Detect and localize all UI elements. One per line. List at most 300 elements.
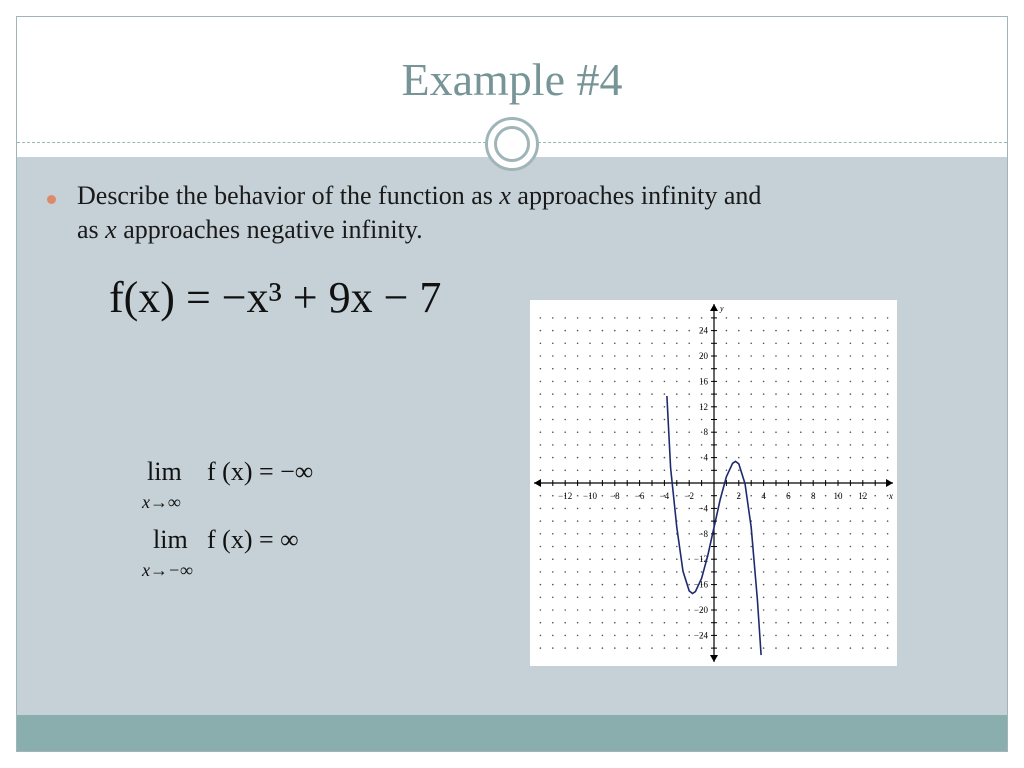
y-tick-label: −4 [698, 503, 708, 514]
grid-dot [639, 571, 641, 573]
grid-dot [887, 457, 889, 459]
grid-dot [564, 470, 566, 472]
grid-dot [750, 393, 752, 395]
grid-dot [589, 381, 591, 383]
grid-dot [676, 457, 678, 459]
grid-dot [664, 381, 666, 383]
grid-dot [676, 546, 678, 548]
grid-dot [688, 431, 690, 433]
grid-dot [800, 317, 802, 319]
grid-dot [726, 533, 728, 535]
grid-dot [626, 470, 628, 472]
grid-dot [887, 546, 889, 548]
grid-dot [602, 457, 604, 459]
grid-dot [602, 381, 604, 383]
bullet-text-part2: approaches infinity and as [77, 181, 762, 244]
grid-dot [750, 419, 752, 421]
grid-dot [788, 393, 790, 395]
grid-dot [564, 571, 566, 573]
grid-dot [726, 393, 728, 395]
grid-dot [800, 508, 802, 510]
grid-dot [812, 597, 814, 599]
grid-dot [825, 520, 827, 522]
grid-dot [862, 393, 864, 395]
grid-dot [738, 317, 740, 319]
grid-dot [825, 597, 827, 599]
grid-dot [874, 470, 876, 472]
x-tick-label: 12 [858, 491, 868, 501]
grid-dot [614, 381, 616, 383]
grid-dot [750, 558, 752, 560]
bullet-text-part3: approaches negative infinity. [116, 215, 423, 244]
grid-dot [800, 470, 802, 472]
grid-dot [862, 317, 864, 319]
grid-dot [887, 330, 889, 332]
grid-dot [750, 431, 752, 433]
grid-dot [676, 368, 678, 370]
x-tick-label: −10 [582, 491, 598, 501]
grid-dot [775, 330, 777, 332]
grid-dot [800, 609, 802, 611]
grid-dot [614, 355, 616, 357]
x-tick-label: −2 [684, 491, 694, 501]
grid-dot [552, 622, 554, 624]
grid-dot [800, 597, 802, 599]
grid-dot [639, 381, 641, 383]
grid-dot [738, 584, 740, 586]
grid-dot [788, 355, 790, 357]
grid-dot [602, 546, 604, 548]
grid-dot [651, 431, 653, 433]
grid-dot [887, 584, 889, 586]
grid-dot [552, 343, 554, 345]
grid-dot [626, 597, 628, 599]
grid-dot [651, 317, 653, 319]
grid-dot [738, 393, 740, 395]
grid-dot [639, 622, 641, 624]
grid-dot [602, 444, 604, 446]
grid-dot [651, 457, 653, 459]
grid-dot [837, 571, 839, 573]
grid-dot [837, 406, 839, 408]
grid-dot [825, 470, 827, 472]
grid-dot [750, 368, 752, 370]
grid-dot [626, 431, 628, 433]
grid-dot [738, 520, 740, 522]
grid-dot [602, 495, 604, 497]
grid-dot [850, 571, 852, 573]
y-tick-label: −20 [693, 605, 708, 615]
grid-dot [651, 495, 653, 497]
grid-dot [825, 495, 827, 497]
grid-dot [850, 355, 852, 357]
grid-dot [626, 609, 628, 611]
grid-dot [862, 419, 864, 421]
grid-dot [564, 609, 566, 611]
grid-dot [676, 597, 678, 599]
grid-dot [552, 470, 554, 472]
grid-dot [800, 457, 802, 459]
grid-dot [639, 330, 641, 332]
grid-dot [577, 635, 579, 637]
grid-dot [540, 470, 542, 472]
grid-dot [701, 317, 703, 319]
grid-dot [887, 317, 889, 319]
grid-dot [837, 343, 839, 345]
grid-dot [887, 571, 889, 573]
grid-dot [763, 533, 765, 535]
grid-dot [726, 368, 728, 370]
grid-dot [651, 381, 653, 383]
grid-dot [552, 584, 554, 586]
grid-dot [775, 622, 777, 624]
grid-dot [602, 647, 604, 649]
grid-dot [750, 317, 752, 319]
grid-dot [602, 597, 604, 599]
grid-dot [564, 368, 566, 370]
grid-dot [676, 355, 678, 357]
grid-dot [775, 419, 777, 421]
grid-dot [862, 381, 864, 383]
grid-dot [738, 457, 740, 459]
grid-dot [800, 647, 802, 649]
grid-dot [589, 520, 591, 522]
grid-dot [800, 635, 802, 637]
ring-ornament-icon [485, 117, 539, 171]
grid-dot [775, 558, 777, 560]
grid-dot [825, 406, 827, 408]
grid-dot [775, 533, 777, 535]
grid-dot [614, 647, 616, 649]
grid-dot [639, 508, 641, 510]
grid-dot [564, 635, 566, 637]
grid-dot [763, 520, 765, 522]
grid-dot [701, 520, 703, 522]
grid-dot [763, 368, 765, 370]
grid-dot [688, 558, 690, 560]
grid-dot [763, 406, 765, 408]
grid-dot [862, 622, 864, 624]
grid-dot [564, 558, 566, 560]
grid-dot [540, 495, 542, 497]
y-tick-label: 16 [699, 376, 708, 387]
grid-dot [887, 431, 889, 433]
grid-dot [887, 343, 889, 345]
grid-dot [738, 431, 740, 433]
grid-dot [688, 571, 690, 573]
grid-dot [850, 431, 852, 433]
grid-dot [800, 406, 802, 408]
grid-dot [602, 533, 604, 535]
grid-dot [701, 368, 703, 370]
grid-dot [775, 381, 777, 383]
grid-dot [738, 330, 740, 332]
grid-dot [626, 406, 628, 408]
grid-dot [750, 330, 752, 332]
grid-dot [726, 457, 728, 459]
grid-dot [887, 393, 889, 395]
grid-dot [664, 470, 666, 472]
grid-dot [775, 647, 777, 649]
slide-title: Example #4 [401, 54, 623, 105]
grid-dot [750, 571, 752, 573]
grid-dot [540, 647, 542, 649]
grid-dot [664, 444, 666, 446]
grid-dot [726, 355, 728, 357]
grid-dot [825, 419, 827, 421]
grid-dot [602, 609, 604, 611]
grid-dot [651, 647, 653, 649]
grid-dot [837, 508, 839, 510]
grid-dot [763, 317, 765, 319]
grid-dot [788, 343, 790, 345]
y-tick-label: 24 [699, 325, 708, 336]
grid-dot [775, 457, 777, 459]
grid-dot [639, 419, 641, 421]
grid-dot [750, 597, 752, 599]
y-tick-label: 8 [703, 427, 708, 438]
grid-dot [788, 381, 790, 383]
function-equation: f(x) = −x³ + 9x − 7 [109, 273, 442, 322]
grid-dot [862, 470, 864, 472]
grid-dot [837, 355, 839, 357]
grid-dot [577, 533, 579, 535]
grid-dot [800, 495, 802, 497]
grid-dot [626, 317, 628, 319]
grid-dot [701, 546, 703, 548]
grid-dot [688, 584, 690, 586]
grid-dot [540, 546, 542, 548]
grid-dot [664, 571, 666, 573]
grid-dot [850, 647, 852, 649]
grid-dot [540, 597, 542, 599]
grid-dot [825, 609, 827, 611]
grid-dot [750, 508, 752, 510]
grid-dot [577, 546, 579, 548]
limit-1-expression: f (x) = −∞ [207, 457, 314, 486]
grid-dot [639, 444, 641, 446]
x-axis-arrow-left-icon [534, 479, 541, 487]
grid-dot [589, 558, 591, 560]
grid-dot [552, 330, 554, 332]
grid-dot [577, 444, 579, 446]
grid-dot [862, 368, 864, 370]
grid-dot [825, 457, 827, 459]
grid-dot [688, 457, 690, 459]
grid-dot [577, 470, 579, 472]
grid-dot [750, 381, 752, 383]
grid-dot [812, 355, 814, 357]
grid-dot [850, 381, 852, 383]
grid-dot [788, 533, 790, 535]
grid-dot [788, 571, 790, 573]
grid-dot [750, 444, 752, 446]
grid-dot [750, 355, 752, 357]
grid-dot [577, 584, 579, 586]
slide-footer [17, 715, 1007, 751]
grid-dot [701, 495, 703, 497]
grid-dot [825, 368, 827, 370]
grid-dot [812, 343, 814, 345]
grid-dot [701, 444, 703, 446]
grid-dot [788, 368, 790, 370]
grid-dot [738, 355, 740, 357]
grid-dot [552, 406, 554, 408]
grid-dot [763, 622, 765, 624]
grid-dot [775, 495, 777, 497]
grid-dot [812, 520, 814, 522]
grid-dot [837, 584, 839, 586]
grid-dot [639, 546, 641, 548]
grid-dot [726, 558, 728, 560]
grid-dot [726, 317, 728, 319]
grid-dot [552, 444, 554, 446]
grid-dot [540, 368, 542, 370]
y-tick-label: −12 [693, 554, 708, 565]
grid-dot [874, 597, 876, 599]
grid-dot [874, 495, 876, 497]
grid-dot [800, 368, 802, 370]
grid-dot [775, 393, 777, 395]
grid-dot [626, 419, 628, 421]
grid-dot [874, 533, 876, 535]
grid-dot [788, 546, 790, 548]
y-tick-label: −16 [693, 579, 708, 590]
grid-dot [887, 622, 889, 624]
grid-dot [577, 609, 579, 611]
grid-dot [812, 419, 814, 421]
bullet-text [77, 179, 777, 247]
grid-dot [626, 330, 628, 332]
grid-dot [626, 558, 628, 560]
grid-dot [564, 457, 566, 459]
grid-dot [788, 431, 790, 433]
grid-dot [602, 571, 604, 573]
grid-dot [664, 330, 666, 332]
grid-dot [763, 508, 765, 510]
bullet-var1: x [499, 181, 511, 210]
grid-dot [812, 393, 814, 395]
grid-dot [651, 470, 653, 472]
grid-dot [837, 431, 839, 433]
grid-dot [800, 343, 802, 345]
grid-dot [837, 368, 839, 370]
grid-dot [540, 444, 542, 446]
grid-dot [651, 355, 653, 357]
grid-dot [552, 609, 554, 611]
grid-dot [651, 546, 653, 548]
grid-dot [639, 393, 641, 395]
grid-dot [688, 355, 690, 357]
grid-dot [800, 571, 802, 573]
grid-dot [887, 558, 889, 560]
grid-dot [738, 381, 740, 383]
grid-dot [874, 381, 876, 383]
grid-dot [788, 457, 790, 459]
grid-dot [577, 406, 579, 408]
grid-dot [874, 317, 876, 319]
limit-2-expression: f (x) = ∞ [207, 525, 299, 554]
grid-dot [589, 317, 591, 319]
y-axis-arrow-down-icon [710, 655, 718, 662]
grid-dot [738, 406, 740, 408]
grid-dot [589, 330, 591, 332]
grid-dot [577, 457, 579, 459]
grid-dot [577, 343, 579, 345]
grid-dot [564, 393, 566, 395]
grid-dot [688, 393, 690, 395]
grid-dot [614, 597, 616, 599]
grid-dot [812, 368, 814, 370]
grid-dot [812, 647, 814, 649]
grid-dot [540, 431, 542, 433]
grid-dot [862, 457, 864, 459]
grid-dot [602, 406, 604, 408]
axes [534, 304, 893, 662]
grid-dot [540, 381, 542, 383]
grid-dot [564, 330, 566, 332]
grid-dot [651, 330, 653, 332]
grid-dot [688, 533, 690, 535]
grid-dot [887, 406, 889, 408]
grid-dot [726, 647, 728, 649]
grid-dot [552, 571, 554, 573]
grid-dot [577, 571, 579, 573]
grid-dot [775, 431, 777, 433]
grid-dot [602, 368, 604, 370]
grid-dot [664, 317, 666, 319]
grid-dot [874, 508, 876, 510]
grid-dot [552, 546, 554, 548]
grid-dot [688, 317, 690, 319]
grid-dot [614, 431, 616, 433]
grid-dot [664, 622, 666, 624]
grid-dot [837, 558, 839, 560]
grid-dot [726, 495, 728, 497]
bullet-text-part1: Describe the behavior of the function as [77, 181, 500, 210]
grid-dot [874, 355, 876, 357]
grid-dot [577, 381, 579, 383]
y-axis-label: y [720, 304, 724, 313]
grid-dot [552, 495, 554, 497]
grid-dot [552, 419, 554, 421]
grid-dot [788, 520, 790, 522]
grid-dot [664, 609, 666, 611]
grid-dot [589, 343, 591, 345]
grid-dot [738, 571, 740, 573]
grid-dot [874, 622, 876, 624]
grid-dot [800, 520, 802, 522]
grid-dot [577, 558, 579, 560]
grid-dot [775, 584, 777, 586]
grid-dot [800, 622, 802, 624]
grid-dot [688, 635, 690, 637]
grid-dot [726, 381, 728, 383]
grid-dot [850, 584, 852, 586]
grid-dot [564, 647, 566, 649]
grid-dot [688, 343, 690, 345]
grid-dot [825, 330, 827, 332]
grid-dot [837, 635, 839, 637]
grid-dot [850, 508, 852, 510]
grid-dot [738, 622, 740, 624]
grid-dot [763, 584, 765, 586]
grid-dot [577, 520, 579, 522]
grid-dot [676, 343, 678, 345]
grid-dot [589, 635, 591, 637]
grid-dot [812, 431, 814, 433]
grid-dot [874, 558, 876, 560]
